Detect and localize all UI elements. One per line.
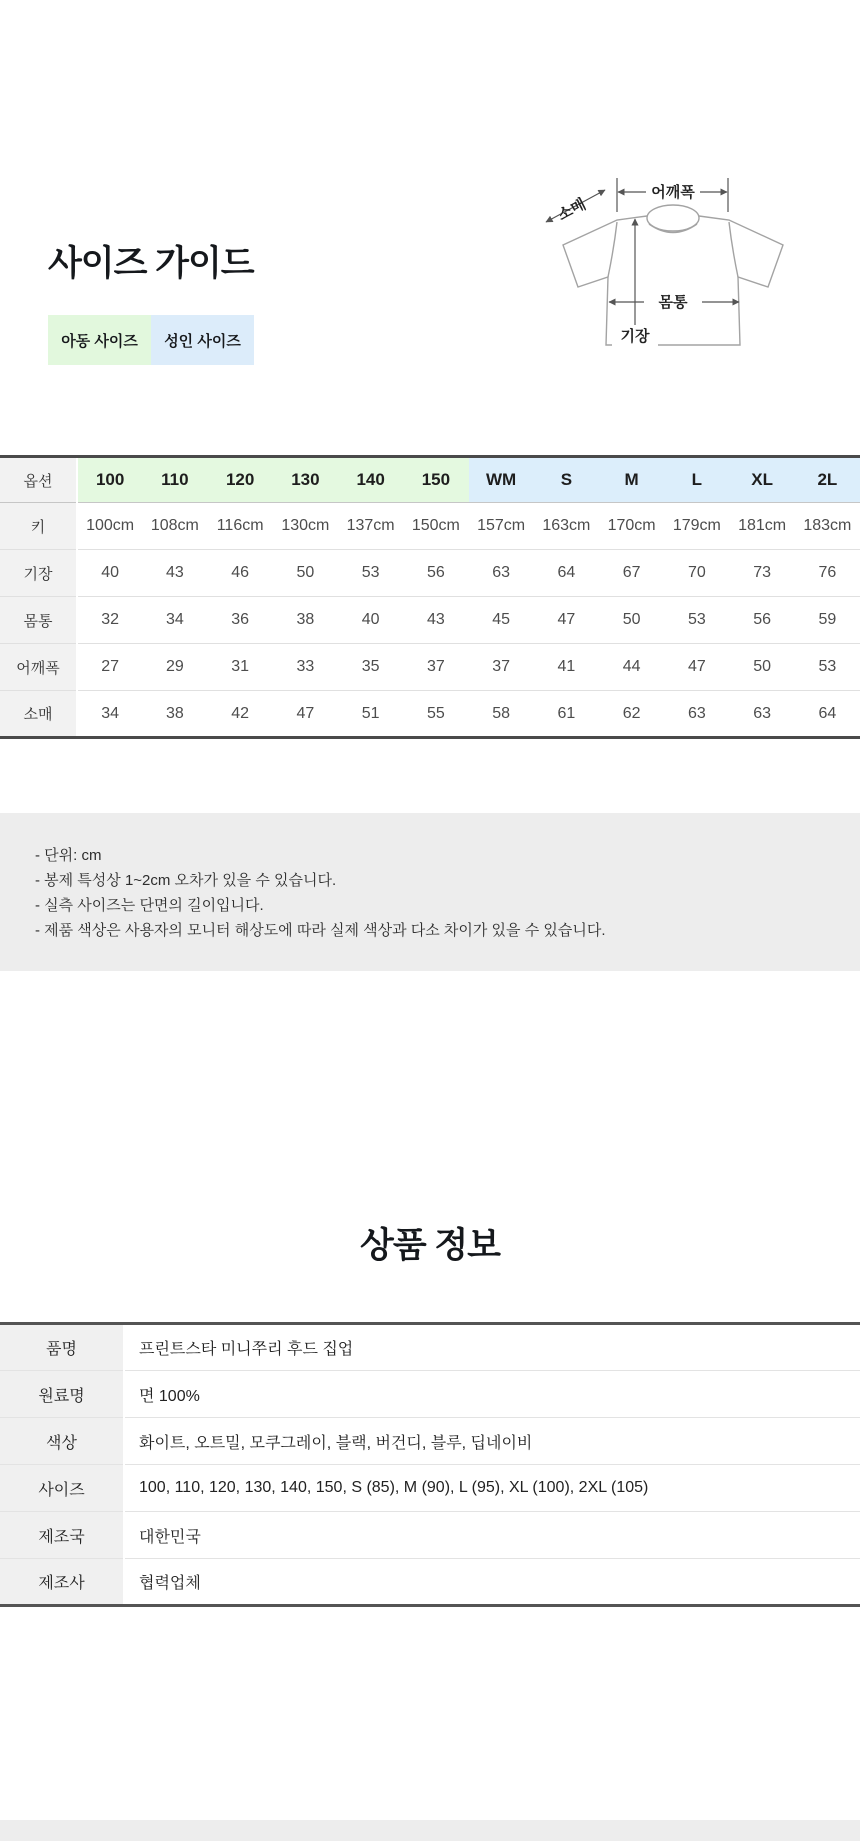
size-table-body bbox=[0, 503, 860, 738]
size-row-label: 키 bbox=[0, 503, 77, 550]
size-cell: 73 bbox=[730, 550, 795, 597]
size-row bbox=[0, 691, 860, 738]
size-cell: 43 bbox=[403, 597, 468, 644]
size-cell: 42 bbox=[208, 691, 273, 738]
size-cell: 47 bbox=[273, 691, 338, 738]
info-row-label: 사이즈 bbox=[0, 1465, 124, 1512]
size-cell: 67 bbox=[599, 550, 664, 597]
note-line: - 봉제 특성상 1~2cm 오차가 있을 수 있습니다. bbox=[35, 872, 337, 889]
length-label: 기장 bbox=[620, 328, 650, 345]
size-cell: 50 bbox=[273, 550, 338, 597]
size-cell: 64 bbox=[795, 691, 860, 738]
size-cell: 183cm bbox=[803, 517, 852, 534]
adult-size-badge: 성인 사이즈 bbox=[151, 315, 254, 365]
size-cell: 150cm bbox=[411, 517, 460, 534]
info-row-value: 면 100% bbox=[124, 1371, 860, 1418]
info-row bbox=[0, 1418, 860, 1465]
info-row-value: 프린트스타 미니쭈리 후드 집업 bbox=[139, 1341, 354, 1358]
size-col-150: 150 bbox=[403, 457, 468, 503]
info-row-label: 색상 bbox=[0, 1418, 124, 1465]
size-cell: 108cm bbox=[150, 517, 199, 534]
note-line: - 실측 사이즈는 단면의 길이입니다. bbox=[35, 897, 264, 914]
size-col-XL: XL bbox=[730, 457, 795, 503]
size-cell: 63 bbox=[469, 550, 534, 597]
footer-strip bbox=[0, 1820, 860, 1841]
size-cell: 46 bbox=[208, 550, 273, 597]
size-cell: 70 bbox=[664, 550, 729, 597]
info-row-label: 원료명 bbox=[0, 1371, 124, 1418]
size-cell: 29 bbox=[142, 644, 207, 691]
size-guide-title: 사이즈 가이드 bbox=[48, 244, 254, 283]
note-line: - 단위: cm bbox=[35, 847, 102, 864]
size-cell: 55 bbox=[403, 691, 468, 738]
size-cell: 47 bbox=[534, 597, 599, 644]
size-cell: 63 bbox=[664, 691, 729, 738]
tshirt-outline bbox=[563, 205, 783, 345]
size-table bbox=[0, 455, 860, 739]
size-cell: 27 bbox=[77, 644, 142, 691]
size-cell: 181cm bbox=[738, 517, 787, 534]
size-table-header-row bbox=[0, 457, 860, 503]
info-row-label: 품명 bbox=[0, 1324, 124, 1371]
size-row-label: 몸통 bbox=[0, 597, 77, 644]
size-cell: 47 bbox=[664, 644, 729, 691]
size-cell: 44 bbox=[599, 644, 664, 691]
size-cell: 35 bbox=[338, 644, 403, 691]
size-col-140: 140 bbox=[338, 457, 403, 503]
size-col-2L: 2L bbox=[795, 457, 860, 503]
size-cell: 50 bbox=[730, 644, 795, 691]
note-line: - 제품 색상은 사용자의 모니터 해상도에 따라 실제 색상과 다소 차이가 있을 수 있습니다. bbox=[35, 922, 606, 939]
info-row-value: 100, 110, 120, 130, 140, 150, S (85), M (90), L (95), XL (100), 2XL (105) bbox=[124, 1465, 860, 1512]
size-cell: 100cm bbox=[86, 517, 135, 534]
size-row bbox=[0, 644, 860, 691]
size-cell: 53 bbox=[795, 644, 860, 691]
size-cell: 137cm bbox=[346, 517, 395, 534]
info-row bbox=[0, 1465, 860, 1512]
size-cell: 38 bbox=[273, 597, 338, 644]
size-cell: 37 bbox=[403, 644, 468, 691]
size-cell: 63 bbox=[730, 691, 795, 738]
size-cell: 38 bbox=[142, 691, 207, 738]
product-info-title: 상품 정보 bbox=[360, 1226, 500, 1265]
shoulder-width-label: 어깨폭 bbox=[651, 184, 695, 201]
size-col-M: M bbox=[599, 457, 664, 503]
size-cell: 34 bbox=[142, 597, 207, 644]
notes-list bbox=[0, 813, 860, 943]
size-cell: 157cm bbox=[477, 517, 526, 534]
info-row bbox=[0, 1371, 860, 1418]
info-row bbox=[0, 1559, 860, 1606]
size-cell: 40 bbox=[338, 597, 403, 644]
size-col-120: 120 bbox=[208, 457, 273, 503]
size-row bbox=[0, 550, 860, 597]
size-cell: 56 bbox=[403, 550, 468, 597]
size-cell: 53 bbox=[664, 597, 729, 644]
info-row-value: 대한민국 bbox=[124, 1512, 860, 1559]
size-col-130: 130 bbox=[273, 457, 338, 503]
size-cell: 59 bbox=[795, 597, 860, 644]
size-cell: 43 bbox=[142, 550, 207, 597]
info-row-label: 제조국 bbox=[0, 1512, 124, 1559]
body-width-label: 몸통 bbox=[658, 294, 688, 311]
info-row-label: 제조사 bbox=[0, 1559, 124, 1606]
size-cell: 36 bbox=[208, 597, 273, 644]
size-col-WM: WM bbox=[469, 457, 534, 503]
size-cell: 40 bbox=[77, 550, 142, 597]
sleeve-label: 소매 bbox=[555, 195, 589, 225]
product-info-body bbox=[0, 1324, 860, 1606]
size-cell: 32 bbox=[77, 597, 142, 644]
size-cell: 45 bbox=[469, 597, 534, 644]
size-cell: 41 bbox=[534, 644, 599, 691]
size-cell: 61 bbox=[534, 691, 599, 738]
info-row bbox=[0, 1512, 860, 1559]
size-cell: 58 bbox=[469, 691, 534, 738]
size-legend bbox=[48, 315, 254, 365]
size-row-label: 어깨폭 bbox=[0, 644, 77, 691]
size-row bbox=[0, 597, 860, 644]
kids-size-badge: 아동 사이즈 bbox=[48, 315, 151, 365]
size-col-option: 옵션 bbox=[0, 457, 77, 503]
info-row-value: 협력업체 bbox=[124, 1559, 860, 1606]
size-cell: 64 bbox=[534, 550, 599, 597]
size-cell: 116cm bbox=[216, 517, 264, 534]
size-col-S: S bbox=[534, 457, 599, 503]
size-cell: 62 bbox=[599, 691, 664, 738]
size-cell: 34 bbox=[77, 691, 142, 738]
size-cell: 56 bbox=[730, 597, 795, 644]
size-cell: 179cm bbox=[672, 517, 721, 534]
size-row bbox=[0, 503, 860, 550]
size-row-label: 소매 bbox=[0, 691, 77, 738]
size-cell: 130cm bbox=[281, 517, 330, 534]
size-cell: 76 bbox=[795, 550, 860, 597]
tshirt-measurement-diagram bbox=[488, 138, 788, 356]
product-info-table bbox=[0, 1322, 860, 1607]
size-col-100: 100 bbox=[77, 457, 142, 503]
size-cell: 31 bbox=[208, 644, 273, 691]
size-cell: 33 bbox=[273, 644, 338, 691]
size-col-L: L bbox=[664, 457, 729, 503]
size-cell: 163cm bbox=[542, 517, 591, 534]
info-row bbox=[0, 1324, 860, 1371]
size-notes-box bbox=[0, 813, 860, 971]
size-row-label: 기장 bbox=[0, 550, 77, 597]
size-cell: 53 bbox=[338, 550, 403, 597]
size-cell: 37 bbox=[469, 644, 534, 691]
size-cell: 170cm bbox=[607, 517, 656, 534]
size-cell: 50 bbox=[599, 597, 664, 644]
info-row-value: 화이트, 오트밀, 모쿠그레이, 블랙, 버건디, 블루, 딥네이비 bbox=[124, 1418, 860, 1465]
size-col-110: 110 bbox=[142, 457, 207, 503]
size-cell: 51 bbox=[338, 691, 403, 738]
